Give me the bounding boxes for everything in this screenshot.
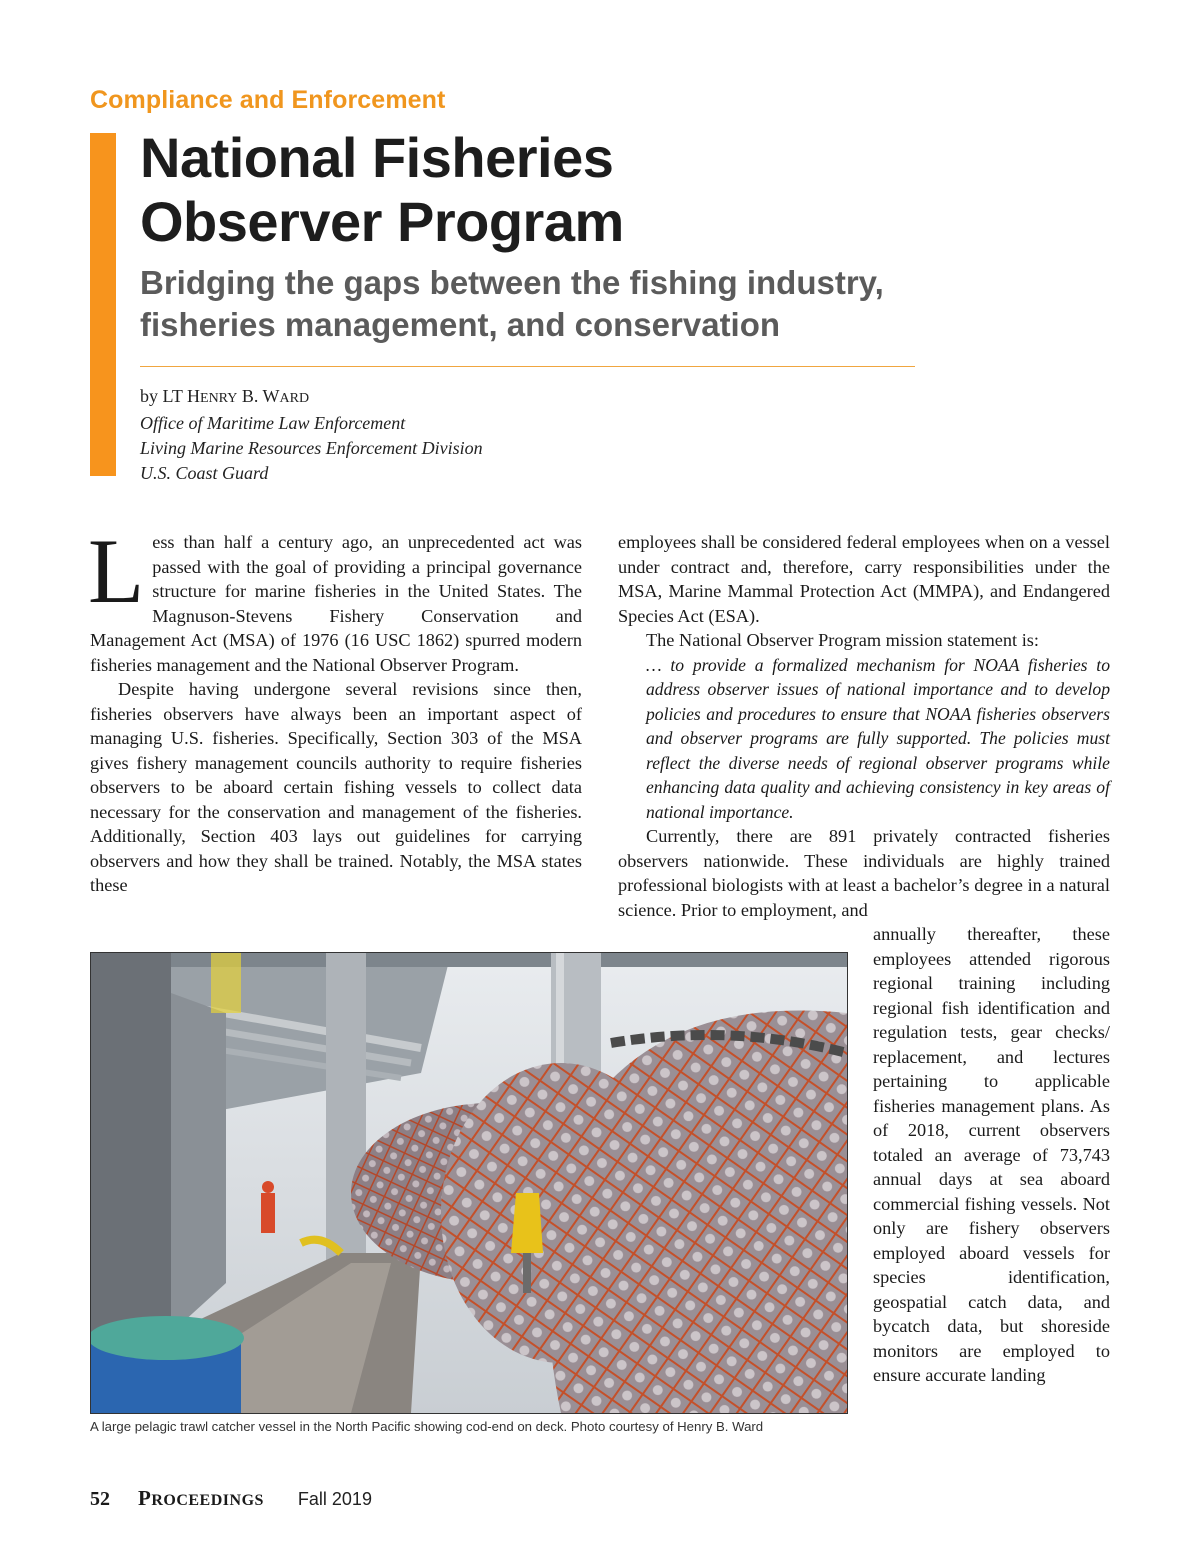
author-office: Office of Maritime Law Enforcement: [140, 413, 406, 433]
trawl-vessel-photo: [90, 952, 848, 1414]
author-first-rest: ENRY: [200, 391, 238, 406]
author-org: U.S. Coast Guard: [140, 463, 269, 483]
article-title: [140, 126, 940, 254]
pub-initial: P: [138, 1486, 152, 1510]
title-line-1: National Fisheries: [140, 126, 614, 189]
article-column-3: [873, 922, 1110, 1388]
title-divider: [140, 366, 915, 367]
author-last-initial: W: [262, 386, 280, 406]
author-middle: B.: [237, 386, 263, 406]
article-subtitle: [140, 262, 940, 346]
byline: [140, 384, 483, 486]
paragraph-6: annually thereafter, these employees attended rigorous regional training including regional fish identification and regulation tests, gear checks/ replacement, and lectures pertaining to applicable fisheries management plans. As of 2018, current observers totaled an average of 73,743 annual days at sea aboard commercial fishing vessels. Not only are fishery observers employed aboard vessels for species identification, geospatial catch data, and bycatch data, but shoreside monitors are employed to ensure accurate landing: [873, 924, 1110, 1385]
title-line-2: Observer Program: [140, 190, 624, 253]
mission-quote: … to provide a formalized mechanism for NOAA fisheries to address observer issues of national importance and to develop policies and procedures to ensure that NOAA fisheries observers and observer programs are fully supported. The policies must reflect the diverse needs of regional observer programs while enhancing data quality and achieving consistency in key areas of national importance.: [646, 654, 1110, 822]
pub-rest: ROCEEDINGS: [151, 1492, 264, 1509]
author-last-rest: ARD: [279, 391, 310, 406]
paragraph-1: ess than half a century ago, an unprecedented act was passed with the goal of providing a principal governance structure for marine fisheries in the United States. The Magnuson-Stevens Fishery Conservation and Management Act (MSA) of 1976 (16 USC 1862) spurred modern fisheries management and the National Observer Program.: [90, 532, 582, 675]
paragraph-4: The National Observer Program mission statement is:: [646, 630, 1039, 650]
article-column-2: [618, 530, 1110, 922]
paragraph-5: Currently, there are 891 privately contracted fisheries observers nationwide. These individuals are highly trained professional biologists with at least a bachelor’s degree in a natural science. Prior to employment, and: [618, 826, 1110, 920]
drop-cap: L: [88, 520, 145, 622]
author-division: Living Marine Resources Enforcement Division: [140, 438, 483, 458]
byline-prefix: by LT: [140, 386, 188, 406]
issue-date: Fall 2019: [297, 1489, 372, 1509]
author-line: [140, 384, 483, 411]
section-kicker: Compliance and Enforcement: [90, 86, 446, 114]
page-footer: [90, 1486, 372, 1516]
paragraph-2: Despite having undergone several revisions since then, fisheries observers have always been an important aspect of managing U.S. fisheries. Specifically, Section 303 of the MSA gives fishery management councils authority to require fisheries observers to be aboard certain fishing vessels to collect data necessary for the conservation and management of the fisheries. Additionally, Section 403 lays out guidelines for carrying observers and how they shall be trained. Notably, the MSA states these: [90, 679, 582, 895]
author-first-initial: H: [187, 386, 201, 406]
subtitle-line-1: Bridging the gaps between the fishing industry,: [140, 264, 884, 301]
page-number: 52: [90, 1488, 110, 1510]
article-column-1: [88, 520, 582, 898]
paragraph-3: employees shall be considered federal employees when on a vessel under contract and, therefore, carry responsibilities under the MSA, Marine Mammal Protection Act (MMPA), and Endangered Species Act (ESA).: [618, 532, 1110, 626]
publication-name: [138, 1486, 264, 1511]
photo-caption: A large pelagic trawl catcher vessel in the North Pacific showing cod-end on deck. Photo courtesy of Henry B. Ward: [90, 1419, 764, 1434]
accent-bar: [90, 133, 116, 476]
subtitle-line-2: fisheries management, and conservation: [140, 306, 781, 343]
